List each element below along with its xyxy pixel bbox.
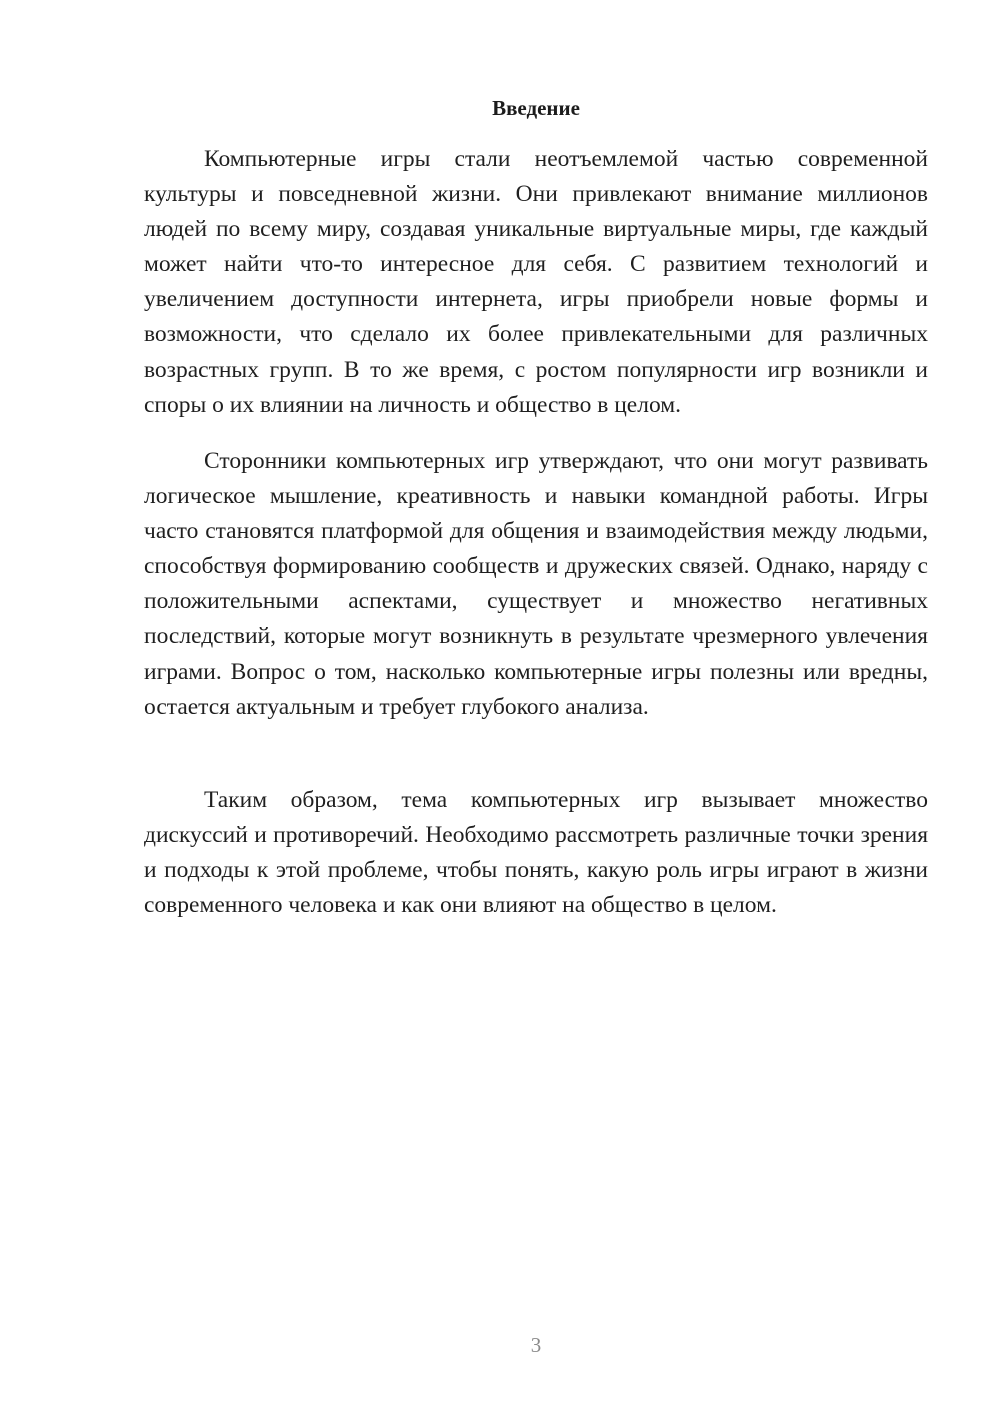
paragraph-conclusion: Таким образом, тема компьютерных игр вызывает множество дискуссий и противоречий. Необходимо рассмотреть различные точки зрения и подходы к этой проблеме, чтобы понять, какую роль игры играют в жизни современного человека и как они влияют на общество в целом. — [144, 787, 928, 919]
paragraph-intro: Компьютерные игры стали неотъемлемой частью современной культуры и повседневной жизни. Они привлекают внимание миллионов людей по всему миру, создавая уникальные виртуальные миры, где каждый может найти что-то интересное для себя. С развитием технологий и увеличением доступности интернета, игры приобрели новые формы и возможности, что сделало их более привлекательными для различных возрастных групп. В то же время, с ростом популярности игр возникли и споры о их влиянии на личность и общество в целом. — [144, 146, 928, 418]
section-heading: Введение — [492, 96, 580, 120]
page-number: 3 — [530, 1333, 542, 1357]
paragraph-supporters: Сторонники компьютерных игр утверждают, что они могут развивать логическое мышление, креативность и навыки командной работы. Игры часто становятся платформой для общения и взаимодействия между людьми, способствуя формированию сообществ и дружеских связей. Однако, наряду с положительными аспектами, существует и множество негативных последствий, которые могут возникнуть в результате чрезмерного увлечения играми. Вопрос о том, насколько компьютерные игры полезны или вредны, остается актуальным и требует глубокого анализа. — [144, 448, 928, 720]
